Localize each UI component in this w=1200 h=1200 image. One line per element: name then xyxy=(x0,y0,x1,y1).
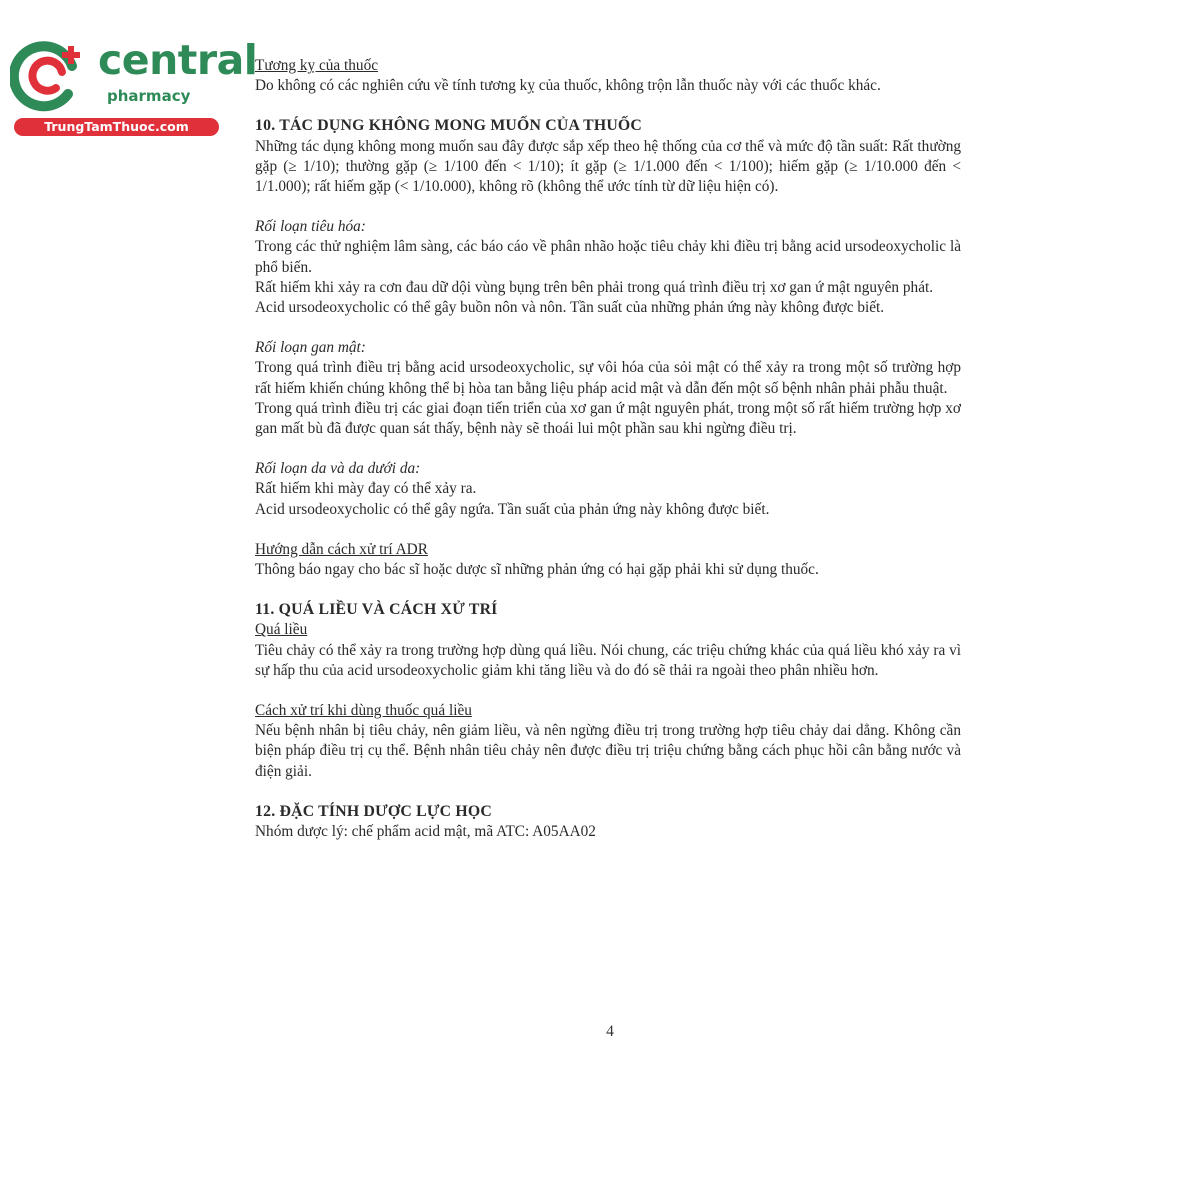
page-number: 4 xyxy=(606,1023,614,1040)
paragraph-overdose: Tiêu chảy có thể xảy ra trong trường hợp dùng quá liều. Nói chung, các triệu chứng khác của quá liều khó xảy ra vì sự hấp thu của acid ursodeoxycholic giảm khi tăng liều và do đó sẽ thải ra ngoài theo phân nhiều hơn. xyxy=(255,641,961,679)
subtitle-skin-disorders: Rối loạn da và da dưới da: xyxy=(255,460,421,478)
logo-subtitle: pharmacy xyxy=(107,87,191,105)
paragraph-digestive-2: Rất hiếm khi xảy ra cơn đau dữ dội vùng bụng trên bên phải trong quá trình điều trị xơ gan ứ mật nguyên phát. xyxy=(255,278,934,296)
logo-name: central xyxy=(98,36,258,84)
heading-section-10: 10. TÁC DỤNG KHÔNG MONG MUỐN CỦA THUỐC xyxy=(255,117,643,135)
central-pharmacy-logo xyxy=(10,36,258,140)
paragraph-frequency-intro: Những tác dụng không mong muốn sau đây được sắp xếp theo hệ thống của cơ thể và mức độ tần suất: Rất thường gặp (≥ 1/10); thường gặp (≥ 1/100 đến < 1/10); ít gặp (≥ 1/1.000 đến < 1/100); hiếm gặp (≥ 1/10.000 đến < 1/1.000); rất hiếm gặp (< 1/10.000), không rõ (không thể ước tính từ dữ liệu hiện có). xyxy=(255,137,961,196)
paragraph-overdose-treatment: Nếu bệnh nhân bị tiêu chảy, nên giảm liều, và nên ngừng điều trị trong trường hợp tiêu chảy dai dẳng. Không cần biện pháp điều trị cụ thể. Bệnh nhân tiêu chảy nên được điều trị triệu chứng bằng cách phục hồi cân bằng nước và điện giải. xyxy=(255,722,961,780)
section-title-incompatibility: Tương kỵ của thuốc xyxy=(255,57,379,74)
document-body xyxy=(255,56,961,842)
paragraph-digestive-3: Acid ursodeoxycholic có thể gây buồn nôn và nôn. Tần suất của những phản ứng này không được biết. xyxy=(255,299,885,317)
section-title-overdose: Quá liều xyxy=(255,621,308,639)
paragraph-incompatibility: Do không có các nghiên cứu về tính tương kỵ của thuốc, không trộn lẫn thuốc này với các thuốc khác. xyxy=(255,77,881,95)
paragraph-adr: Thông báo ngay cho bác sĩ hoặc dược sĩ những phản ứng có hại gặp phải khi sử dụng thuốc. xyxy=(255,561,819,579)
section-title-adr: Hướng dẫn cách xử trí ADR xyxy=(255,540,428,558)
subtitle-digestive-disorders: Rối loạn tiêu hóa: xyxy=(255,218,366,236)
paragraph-hepatobiliary-1: Trong quá trình điều trị bằng acid ursodeoxycholic, sự vôi hóa của sỏi mật có thể xảy ra trong một số trường hợp rất hiếm khiến chúng không thể bị hòa tan bằng liệu pháp acid mật và dẫn đến một số bệnh nhân phải phẫu thuật. xyxy=(255,359,961,397)
paragraph-pharmacology-group: Nhóm dược lý: chế phẩm acid mật, mã ATC: A05AA02 xyxy=(255,823,596,841)
subtitle-hepatobiliary-disorders: Rối loạn gan mật: xyxy=(255,339,366,357)
pharmacy-cross-logo-icon xyxy=(10,36,92,114)
logo-url-banner: TrungTamThuoc.com xyxy=(14,118,219,136)
paragraph-digestive-1: Trong các thử nghiệm lâm sàng, các báo cáo về phân nhão hoặc tiêu chảy khi điều trị bằng acid ursodeoxycholic là phổ biến. xyxy=(255,238,961,276)
paragraph-skin-1: Rất hiếm khi mày đay có thể xảy ra. xyxy=(255,480,477,498)
heading-section-11: 11. QUÁ LIỀU VÀ CÁCH XỬ TRÍ xyxy=(255,601,498,619)
section-title-overdose-treatment: Cách xử trí khi dùng thuốc quá liều xyxy=(255,702,472,720)
paragraph-skin-2: Acid ursodeoxycholic có thể gây ngứa. Tần suất của phản ứng này không được biết. xyxy=(255,500,770,518)
heading-section-12: 12. ĐẶC TÍNH DƯỢC LỰC HỌC xyxy=(255,802,492,820)
paragraph-hepatobiliary-2: Trong quá trình điều trị các giai đoạn tiến triển của xơ gan ứ mật nguyên phát, trong một số rất hiếm trường hợp xơ gan mất bù đã được quan sát thấy, bệnh này sẽ thoái lui một phần sau khi ngừng điều trị. xyxy=(255,399,961,438)
